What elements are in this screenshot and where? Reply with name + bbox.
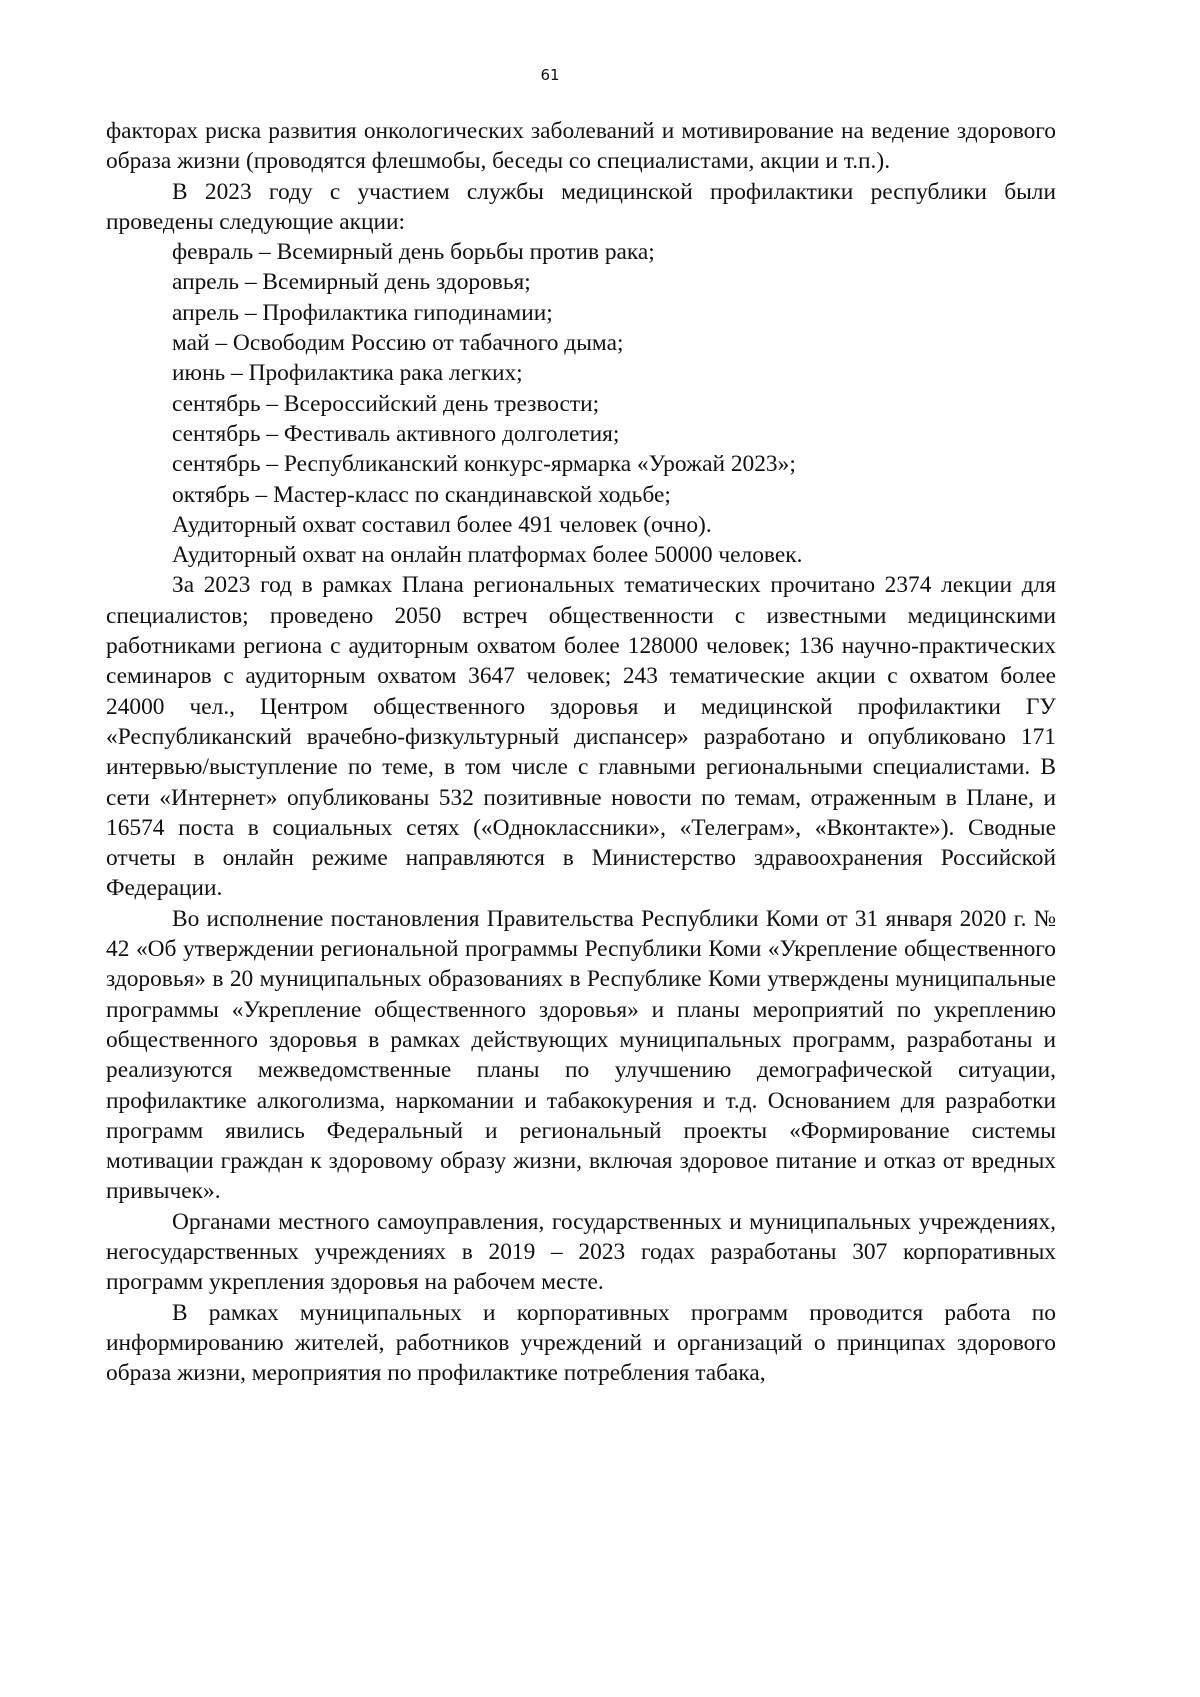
audience-coverage-offline: Аудиторный охват составил более 491 человек (очно). xyxy=(172,511,712,538)
paragraph-lectures: За 2023 год в рамках Плана региональных тематических прочитано 2374 лекции для специалистов; проведено 2050 встреч общественности с известными медицинскими работниками региона с аудиторным охватом более 128000 человек; 136 научно-практических семинаров с аудиторным охватом 3647 человек; 243 тематические акции с охватом более 24000 чел., Центром общественного здоровья и медицинской профилактики ГУ «Республиканский врачебно-физкультурный диспансер» разработано и опубликовано 171 интервью/выступление по теме, в том числе с главными региональными специалистами. В сети «Интернет» опубликованы 532 позитивные новости по темам, отраженным в Плане, и 16574 поста в социальных сетях («Одноклассники», «Телеграм», «Вконтакте»). Сводные отчеты в онлайн режиме направляются в Министерство здравоохранения Российской Федерации. xyxy=(106,572,1056,902)
audience-coverage-online: Аудиторный охват на онлайн платформах более 50000 человек. xyxy=(172,542,803,569)
list-item: февраль – Всемирный день борьбы против рака; xyxy=(172,239,655,266)
list-item: май – Освободим Россию от табачного дыма; xyxy=(172,330,624,357)
paragraph-corporate-programs: Органами местного самоуправления, государственных и муниципальных учреждениях, негосударственных учреждениях в 2019 – 2023 годах разработаны 307 корпоративных программ укрепления здоровья на рабочем месте. xyxy=(106,1208,1056,1296)
list-item: июнь – Профилактика рака легких; xyxy=(172,360,523,387)
paragraph-municipal-work: В рамках муниципальных и корпоративных программ проводится работа по информированию жителей, работников учреждений и организаций о принципах здорового образа жизни, мероприятия по профилактике потребления табака, xyxy=(106,1299,1056,1387)
paragraph-continuation: факторах риска развития онкологических заболеваний и мотивирование на ведение здорового образа жизни (проводятся флешмобы, беседы со специалистами, акции и т.п.). xyxy=(106,118,1056,175)
paragraph-government-decree: Во исполнение постановления Правительства Республики Коми от 31 января 2020 г. № 42 «Об утверждении региональной программы Республики Коми «Укрепление общественного здоровья» в 20 муниципальных образованиях в Республике Коми утверждены муниципальные программы «Укрепление общественного здоровья» и планы мероприятий по укреплению общественного здоровья в рамках действующих муниципальных программ, разработаны и реализуются межведомственные планы по улучшению демографической ситуации, профилактике алкоголизма, наркомании и табакокурения и т.д. Основанием для разработки программ явились Федеральный и региональный проекты «Формирование системы мотивации граждан к здоровому образу жизни, включая здоровое питание и отказ от вредных привычек». xyxy=(106,905,1056,1205)
list-item: октябрь – Мастер-класс по скандинавской ходьбе; xyxy=(172,481,671,508)
list-item: сентябрь – Республиканский конкурс-ярмарка «Урожай 2023»; xyxy=(172,451,796,478)
list-item: апрель – Профилактика гиподинамии; xyxy=(172,299,553,326)
list-item: сентябрь – Фестиваль активного долголетия; xyxy=(172,420,620,447)
list-item: сентябрь – Всероссийский день трезвости; xyxy=(172,390,600,417)
paragraph-intro-actions: В 2023 году с участием службы медицинской профилактики республики были проведены следующие акции: xyxy=(106,178,1056,235)
list-item: апрель – Всемирный день здоровья; xyxy=(172,269,531,296)
document-body xyxy=(106,116,1056,1388)
page-number: 61 xyxy=(540,66,560,84)
